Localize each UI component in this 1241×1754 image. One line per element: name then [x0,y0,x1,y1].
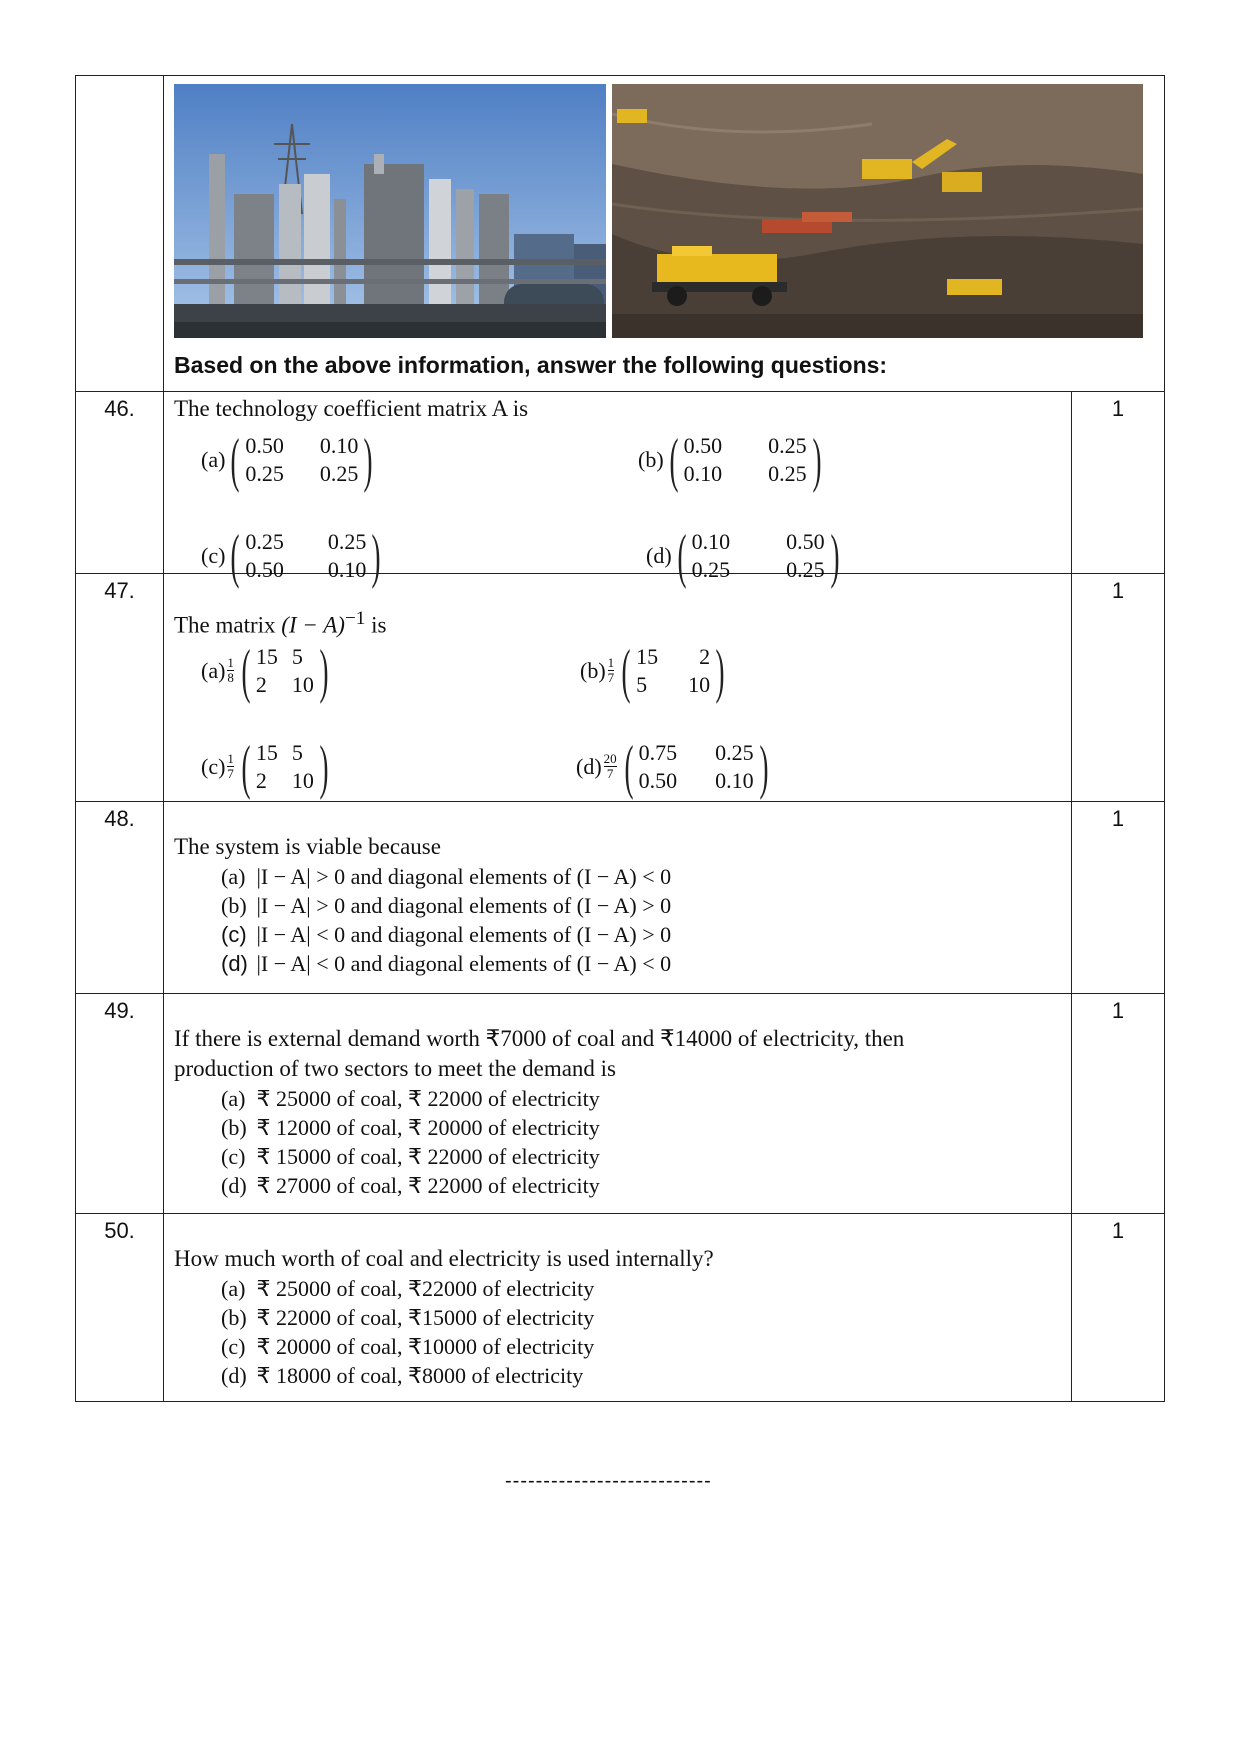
matrix-cell: 10 [688,671,711,697]
matrix: ( 15 5 2 10 ) [241,733,329,800]
matrix-cell: 15 [255,739,278,765]
question-number: 49. [76,993,164,1213]
matrix-cell: 2 [255,671,267,697]
option-d[interactable] [221,1171,1071,1200]
matrix-cell: 0.50 [245,433,284,458]
option-label: (b) [638,447,664,472]
fraction [604,752,617,781]
option-text: ₹ 25000 of coal, ₹ 22000 of electricity [256,1085,600,1111]
matrix: ( 15 2 5 10 ) [621,637,725,704]
matrix-cell: 10 [291,767,314,793]
option-label: (b) [580,657,606,683]
option-label: (b) [221,892,247,918]
option-label: (a) [221,1085,246,1111]
question-row-47 [76,574,1165,802]
option-label: (b) [221,1304,247,1330]
question-number: 50. [76,1213,164,1401]
option-label: (d) [221,1362,247,1388]
matrix-cell: 0.10 [691,529,731,554]
option-b[interactable] [221,1303,1071,1332]
option-label: (d) [646,543,672,568]
question-number: 47. [76,574,164,802]
option-label: (d) [221,950,248,976]
fraction-numerator: 1 [227,751,234,767]
option-text: ₹ 22000 of coal, ₹15000 of electricity [256,1304,595,1330]
option-text: ₹ 15000 of coal, ₹ 22000 of electricity [256,1143,600,1169]
matrix-cell: 0.10 [683,461,723,486]
option-c[interactable] [221,920,1071,949]
fraction-numerator: 1 [607,655,615,671]
marks: 1 [1072,801,1165,993]
question-body [164,392,1072,589]
question-text: How much worth of coal and electricity is used internally? [174,1245,714,1271]
matrix: ( 0.10 0.50 0.25 0.25 ) [677,523,840,589]
marks: 1 [1072,574,1165,802]
marks: 1 [1072,993,1165,1213]
matrix: ( 0.75 0.25 0.50 0.10 ) [624,733,769,800]
question-text-part: is [365,612,387,638]
option-a[interactable] [221,862,1071,891]
option-a[interactable] [221,1084,1071,1113]
fraction [608,656,615,685]
question-number: 46. [76,392,164,574]
question-row-50 [76,1213,1165,1401]
marks: 1 [1072,392,1165,574]
matrix: ( 0.50 0.25 0.10 0.25 ) [669,427,822,493]
matrix-cell: 0.25 [715,739,754,765]
case-study-cell [164,76,1165,392]
industrial-plant-photo [174,84,606,338]
options-list [164,862,1071,978]
question-text-part: The matrix [174,612,282,638]
question-body [164,574,1072,802]
option-label: (c) [201,753,226,779]
fraction-denominator: 7 [227,766,234,782]
question-text [164,994,1071,1084]
matrix-cell: 2 [699,643,711,669]
options-list [164,1084,1071,1200]
matrix-cell: 0.50 [245,557,284,582]
end-of-paper-marker: --------------------------- [505,1470,712,1492]
option-text: |I − A| < 0 and diagonal elements of (I − A) < 0 [256,950,672,976]
fraction-denominator: 8 [227,670,234,686]
matrix: ( 0.50 0.10 0.25 0.25 ) [230,427,373,493]
question-body [164,993,1072,1213]
matrix-cell: 5 [291,643,303,669]
option-a[interactable] [201,637,334,704]
fraction [227,656,234,685]
intro-text: Based on the above information, answer the following questions: [174,352,888,378]
matrix-cell: 0.10 [715,767,754,793]
option-label: (a) [221,863,246,889]
matrix-cell: 0.50 [786,529,825,554]
matrix-cell: 0.25 [691,557,731,582]
question-body [164,1213,1072,1401]
option-text: |I − A| > 0 and diagonal elements of (I − A) < 0 [256,863,672,889]
matrix-cell: 10 [291,671,314,697]
option-b[interactable] [221,1113,1071,1142]
option-label: (a) [201,447,226,472]
matrix-cell: 0.25 [327,529,367,554]
fraction-numerator: 1 [227,655,234,671]
option-text: ₹ 18000 of coal, ₹8000 of electricity [256,1362,584,1388]
matrix: ( 15 5 2 10 ) [241,637,329,704]
math-expression: (I − A) [281,612,345,638]
matrix-cell: 0.10 [319,433,359,458]
option-label: (c) [221,1333,246,1359]
option-label: (d) [221,1172,247,1198]
option-c[interactable] [201,523,386,589]
option-d[interactable] [576,733,774,800]
fraction-numerator: 20 [603,751,617,767]
fraction-denominator: 7 [606,766,614,782]
question-text-line: If there is external demand worth ₹7000 of coal and ₹14000 of electricity, then [174,1025,905,1051]
questions-table [75,75,1165,1402]
matrix-cell: 0.50 [638,767,678,793]
coal-mine-photo [612,84,1143,338]
fraction [227,752,234,781]
matrix-cell: 0.10 [327,557,367,582]
option-text: ₹ 25000 of coal, ₹22000 of electricity [256,1275,595,1301]
matrix-cell: 0.25 [245,461,284,486]
question-text: The technology coefficient matrix A is [174,396,529,421]
case-study-row [76,76,1165,392]
option-text: ₹ 12000 of coal, ₹ 20000 of electricity [256,1114,600,1140]
matrix-cell: 0.25 [786,557,825,582]
question-row-46 [76,392,1165,574]
question-text: The system is viable because [174,833,441,859]
options-list [164,1274,1071,1390]
option-d[interactable] [221,1361,1071,1390]
option-c[interactable] [221,1332,1071,1361]
matrix-cell: 0.75 [638,739,678,765]
option-text: |I − A| > 0 and diagonal elements of (I − A) > 0 [256,892,672,918]
option-label: (b) [221,1114,247,1140]
option-label: (c) [201,543,226,568]
question-text-line: production of two sectors to meet the demand is [174,1055,617,1081]
matrix-cell: 15 [255,643,278,669]
matrix-cell: 15 [636,643,659,669]
question-row-48 [76,801,1165,993]
matrix-cell: 0.25 [245,529,284,554]
math-superscript: −1 [344,608,366,629]
option-b[interactable] [638,427,827,493]
option-text: |I − A| < 0 and diagonal elements of (I − A) > 0 [256,921,672,947]
fraction-denominator: 7 [607,670,615,686]
marks: 1 [1072,1213,1165,1401]
option-text: ₹ 20000 of coal, ₹10000 of electricity [256,1333,595,1359]
question-number: 48. [76,801,164,993]
empty-number-cell [76,76,164,392]
option-c[interactable] [221,1142,1071,1171]
option-label: (a) [201,657,226,683]
option-label: (a) [221,1275,246,1301]
matrix-cell: 0.25 [768,461,807,486]
matrix-cell: 0.25 [768,433,807,458]
matrix-cell: 5 [291,739,303,765]
option-c[interactable] [201,733,334,800]
matrix-cell: 0.25 [319,461,359,486]
option-label: (c) [221,921,247,947]
option-b[interactable] [580,637,730,704]
question-body [164,801,1072,993]
matrix-cell: 5 [636,671,648,697]
coal-mine-icon [612,84,1143,338]
option-label: (c) [221,1143,246,1169]
option-b[interactable] [221,891,1071,920]
question-row-49 [76,993,1165,1213]
option-a[interactable] [221,1274,1071,1303]
option-d[interactable] [221,949,1071,978]
matrix: ( 0.25 0.25 0.50 0.10 ) [230,523,381,589]
option-a[interactable] [201,427,378,493]
industrial-plant-icon [174,84,606,338]
option-text: ₹ 27000 of coal, ₹ 22000 of electricity [256,1172,600,1198]
matrix-cell: 2 [255,767,267,793]
option-label: (d) [576,753,602,779]
matrix-cell: 0.50 [683,433,723,458]
option-d[interactable] [646,523,845,589]
